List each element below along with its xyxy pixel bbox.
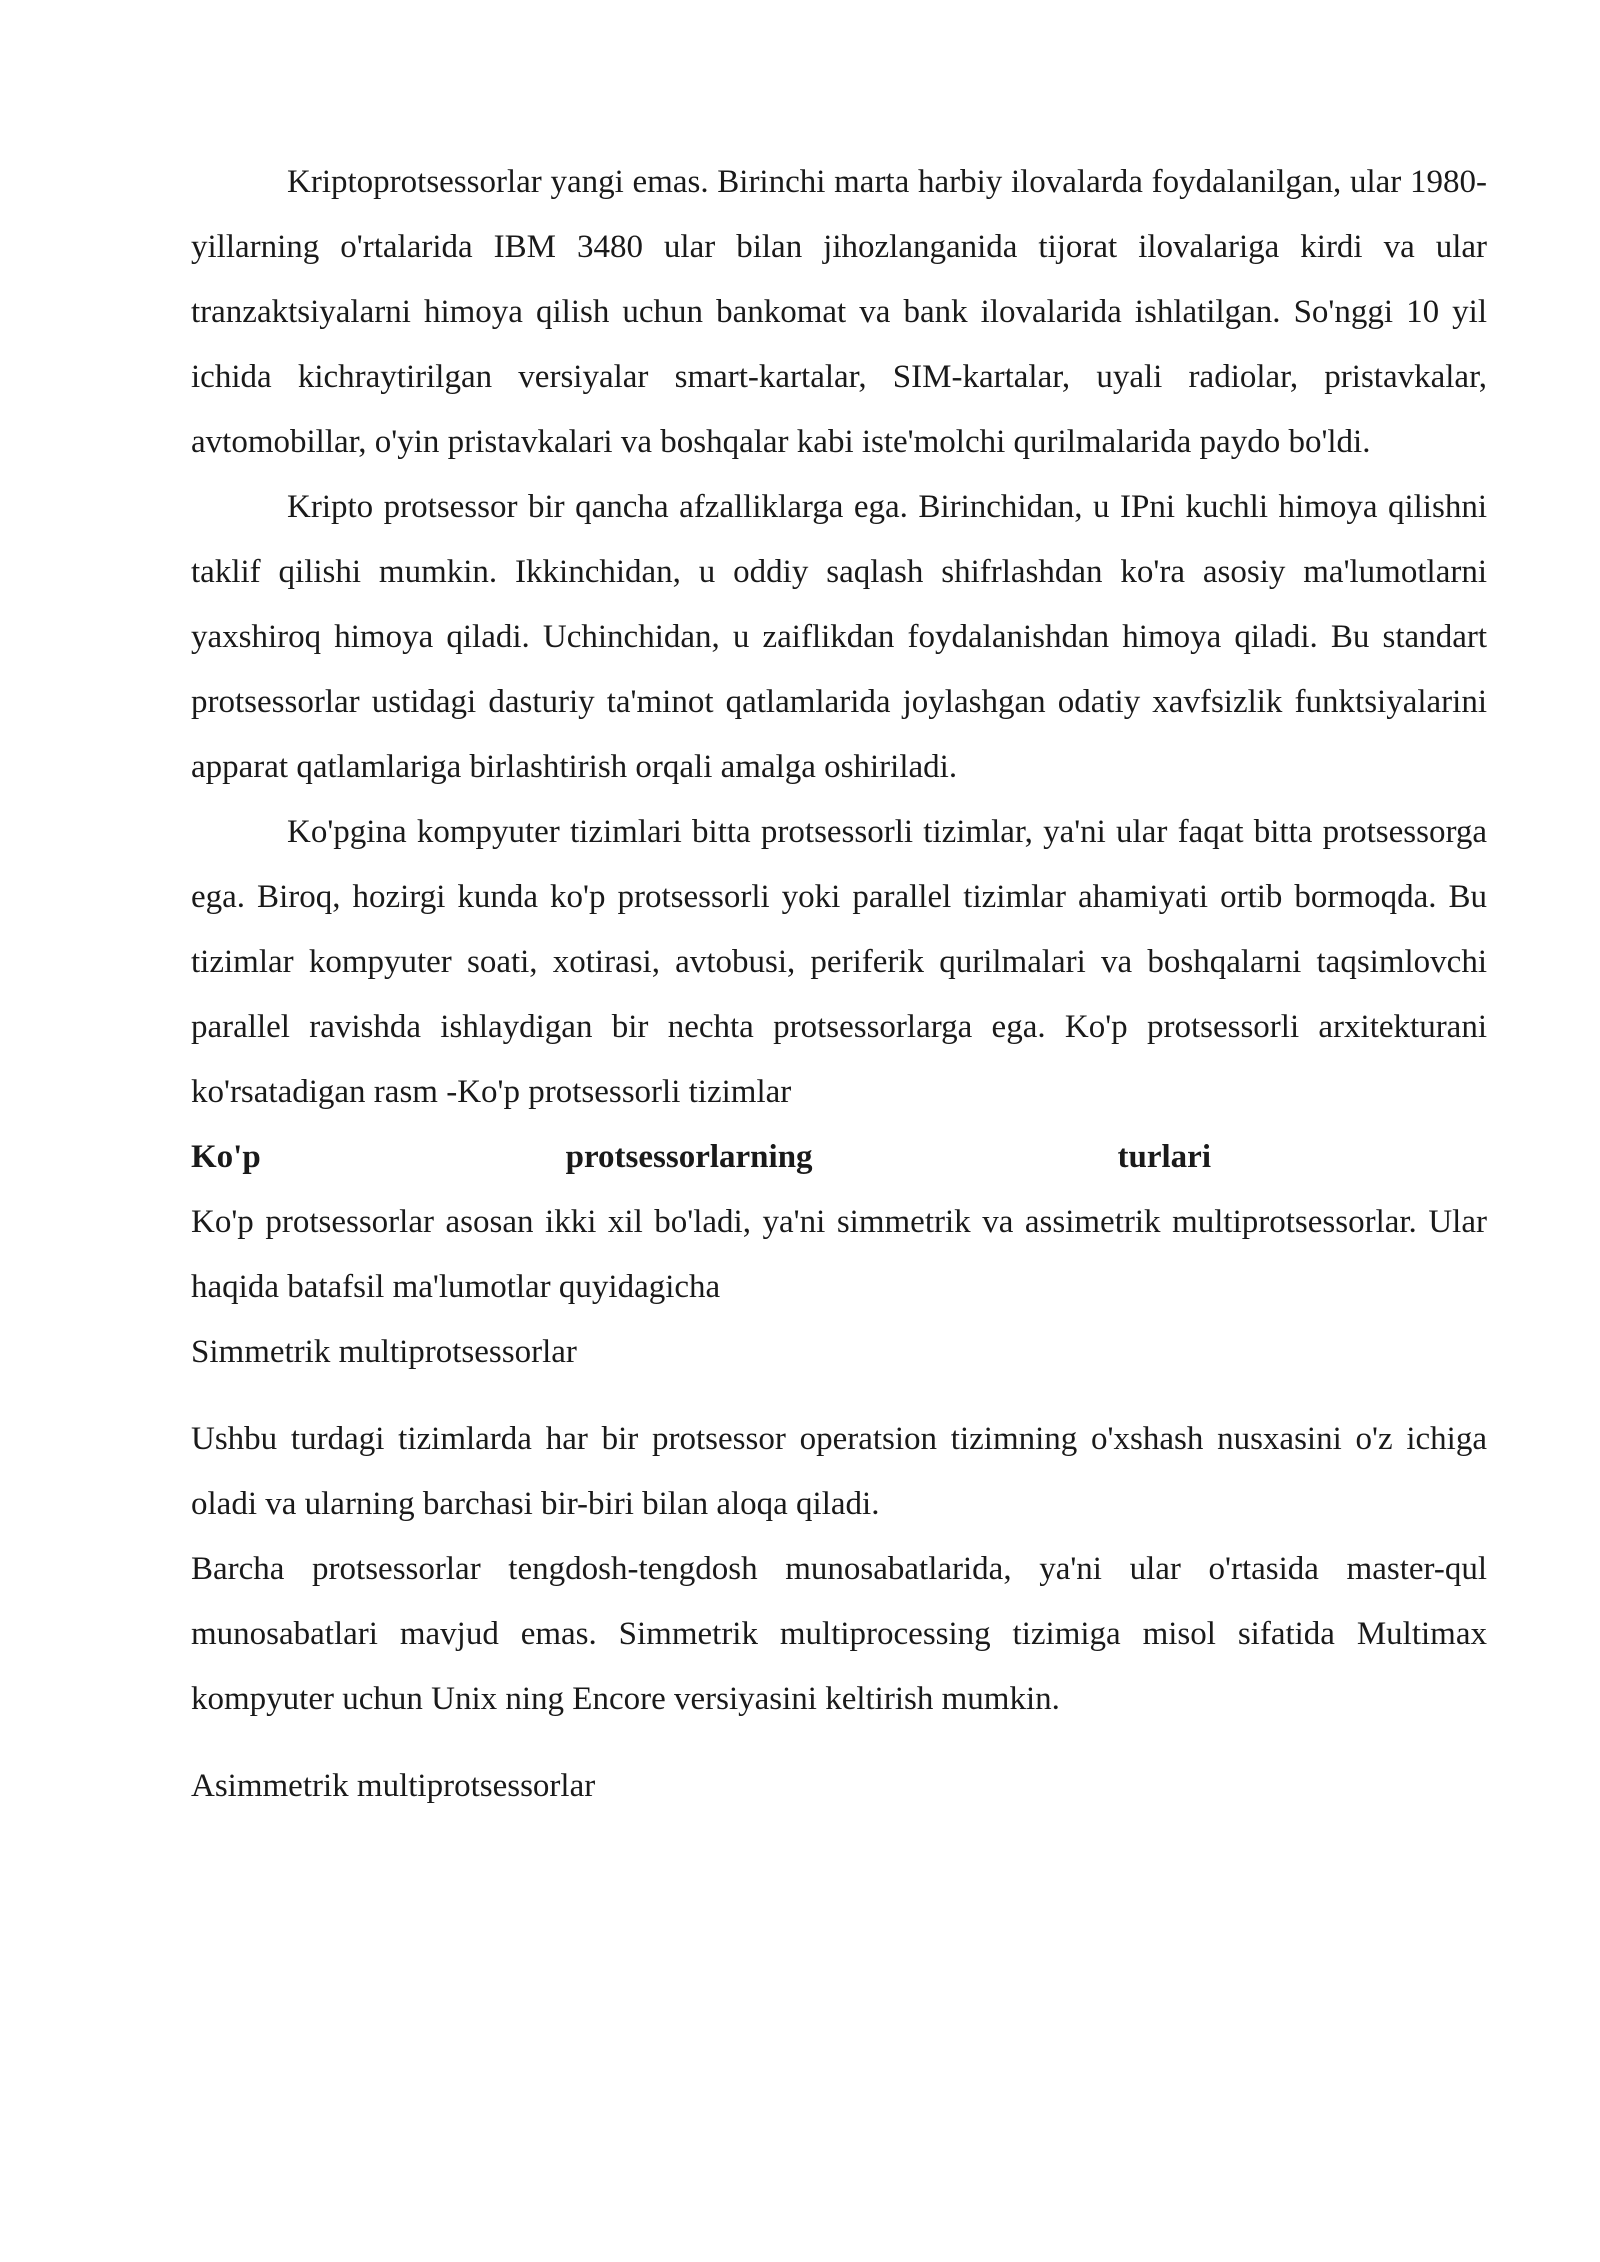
heading-word-2: protsessorlarning: [565, 1139, 813, 1175]
paragraph-cryptoprocessors-history: Kriptoprotsessorlar yangi emas. Birinchi marta harbiy ilovalarda foydalanilgan, ular 1980-yillarning o'rtalarida IBM 3480 ular bilan jihozlanganida tijorat ilovalariga kirdi va ular tranzaktsiyalarni himoya qilish uchun bankomat va bank ilovalarida ishlatilgan. So'nggi 10 yil ichida kichraytirilgan versiyalar smart-kartalar, SIM-kartalar, uyali radiolar, pristavkalar, avtomobillar, o'yin pristavkalari va boshqalar kabi iste'molchi qurilmalarida paydo bo'ldi.: [191, 164, 1487, 460]
paragraph-symmetric-1: Ushbu turdagi tizimlarda har bir protsessor operatsion tizimning o'xshash nusxasini o'z ichiga oladi va ularning barchasi bir-biri bilan aloqa qiladi.: [191, 1421, 1487, 1522]
subheading-asymmetric: Asimmetrik multiprotsessorlar: [191, 1768, 596, 1804]
paragraph-types-intro: Ko'p protsessorlar asosan ikki xil bo'ladi, ya'ni simmetrik va assimetrik multiprotsessorlar. Ular haqida batafsil ma'lumotlar quyidagicha: [191, 1204, 1487, 1305]
paragraph-cryptoprocessor-advantages: Kripto protsessor bir qancha afzalliklarga ega. Birinchidan, u IPni kuchli himoya qilishni taklif qilishi mumkin. Ikkinchidan, u oddiy saqlash shifrlashdan ko'ra asosiy ma'lumotlarni yaxshiroq himoya qiladi. Uchinchidan, u zaiflikdan foydalanishdan himoya qiladi. Bu standart protsessorlar ustidagi dasturiy ta'minot qatlamlarida joylashgan odatiy xavfsizlik funktsiyalarini apparat qatlamlariga birlashtirish orqali amalga oshiriladi.: [191, 489, 1487, 785]
heading-word-3: turlari: [1117, 1139, 1211, 1175]
paragraph-multiprocessor-systems: Ko'pgina kompyuter tizimlari bitta protsessorli tizimlar, ya'ni ular faqat bitta protsessorga ega. Biroq, hozirgi kunda ko'p protsessorli yoki parallel tizimlar ahamiyati ortib bormoqda. Bu tizimlar kompyuter soati, xotirasi, avtobusi, periferik qurilmalari va boshqalarni taqsimlovchi parallel ravishda ishlaydigan bir nechta protsessorlarga ega. Ko'p protsessorli arxitekturani ko'rsatadigan rasm -Ko'p protsessorli tizimlar: [191, 814, 1487, 1110]
document-page: [191, 150, 1487, 1819]
subheading-symmetric: Simmetrik multiprotsessorlar: [191, 1334, 577, 1370]
paragraph-symmetric-2: Barcha protsessorlar tengdosh-tengdosh munosabatlarida, ya'ni ular o'rtasida master-qul munosabatlari mavjud emas. Simmetrik multiprocessing tizimiga misol sifatida Multimax kompyuter uchun Unix ning Encore versiyasini keltirish mumkin.: [191, 1551, 1487, 1717]
section-heading-multiprocessor-types: [191, 1125, 1211, 1190]
heading-word-1: Ko'p: [191, 1139, 261, 1175]
